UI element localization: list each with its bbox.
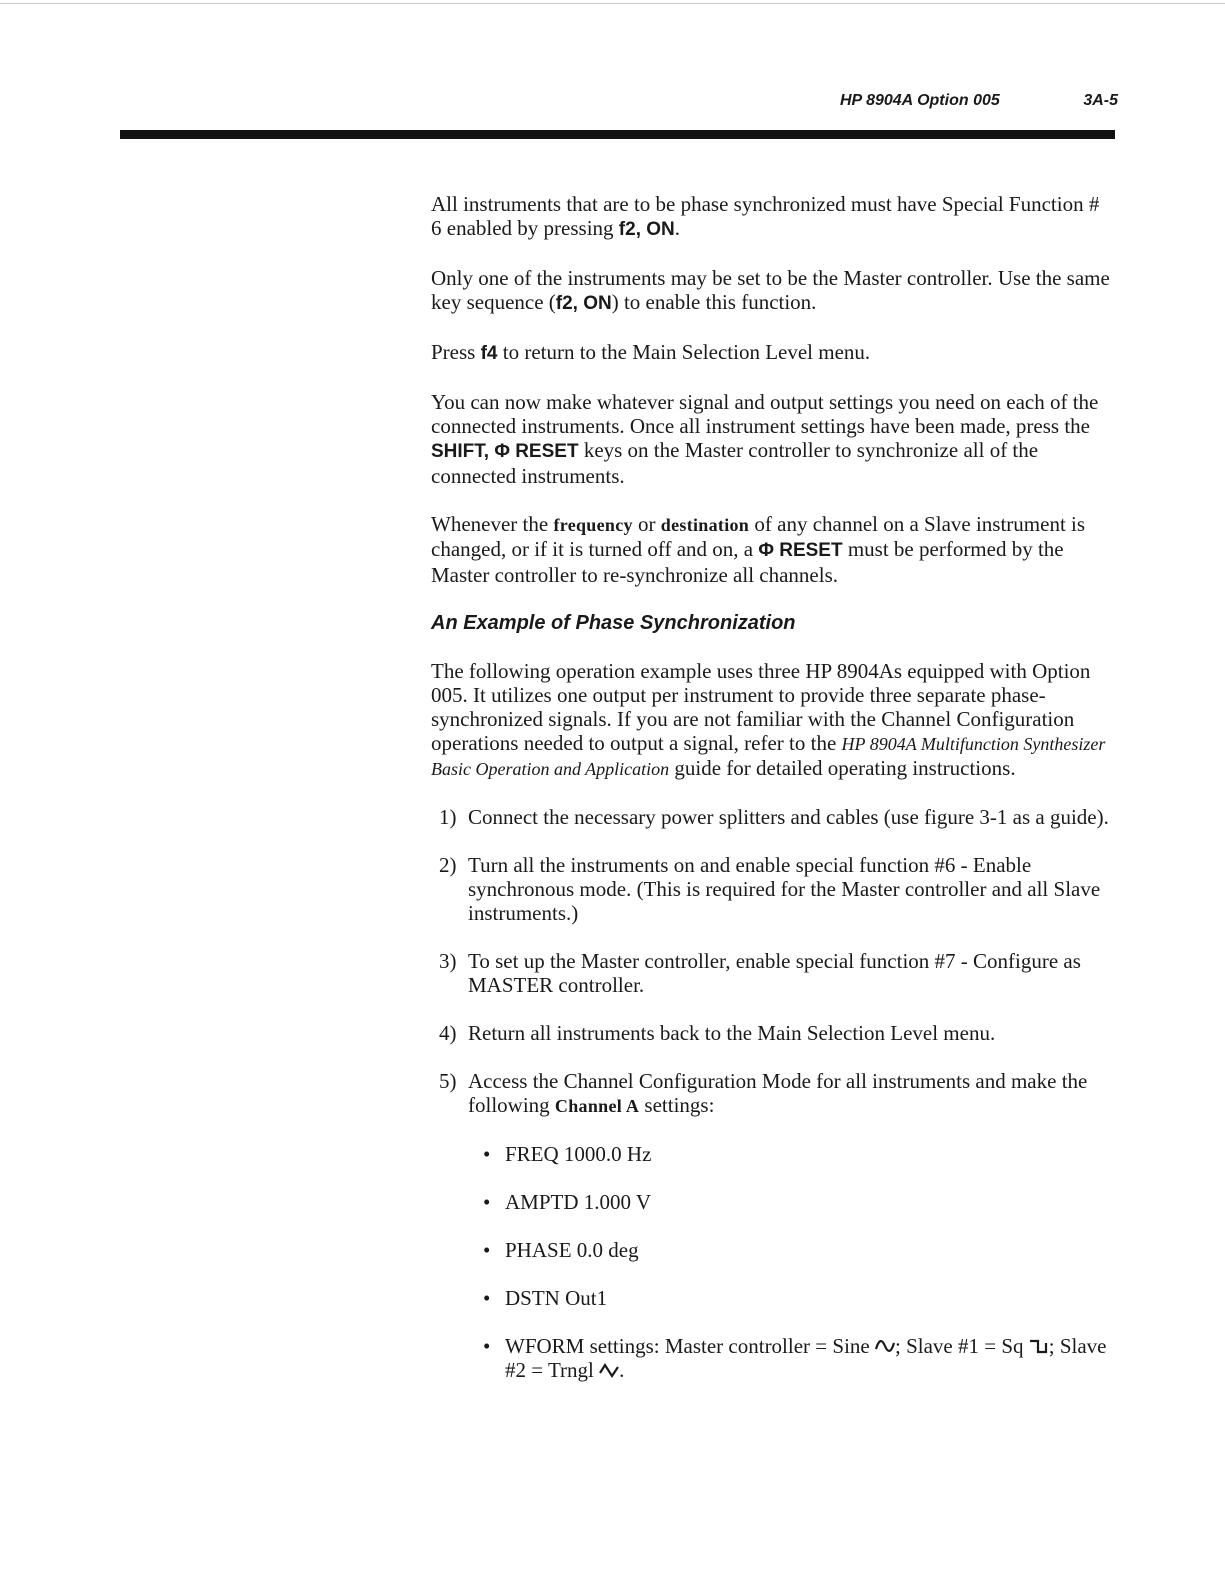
paragraph-synchronize: You can now make whatever signal and output settings you need on each of the connected instruments. Once all instrument settings have been made, press the SHIFT, Φ RESET keys on the Master controller to synchronize all of the connected instruments. [431, 390, 1099, 488]
list-item: 3) To set up the Master controller, enable special function #7 - Configure as MASTER controller. [439, 949, 1081, 997]
section-heading: An Example of Phase Synchronization [431, 612, 796, 634]
paragraph-return-menu: Press f4 to return to the Main Selection Level menu. [431, 340, 871, 364]
steps-list [431, 805, 1115, 1118]
list-item: • PHASE 0.0 deg [483, 1238, 639, 1262]
page-header [840, 92, 1120, 118]
list-item-wform: • WFORM settings: Master controller = Sine ; Slave #1 = Sq ; Slave #2 = Trngl . [483, 1334, 1107, 1382]
square-wave-icon [1029, 1337, 1049, 1355]
document-title: HP 8904A Option 005 [840, 92, 1000, 109]
triangle-wave-icon [599, 1361, 619, 1379]
field-term: frequency [553, 515, 633, 535]
key-sequence: f2, ON [618, 219, 675, 240]
settings-list [431, 1142, 1115, 1382]
waveform-value: Trngl [547, 1358, 594, 1382]
sine-wave-icon [875, 1337, 895, 1355]
list-item: 1) Connect the necessary power splitters and cables (use figure 3-1 as a guide). [439, 805, 1109, 829]
page-body [431, 192, 1115, 1406]
waveform-value: Sq [1001, 1334, 1024, 1358]
key-sequence: SHIFT, Φ RESET [431, 441, 579, 462]
waveform-value: Sine [832, 1334, 870, 1358]
field-term: destination [660, 515, 750, 535]
paragraph-resynchronize: Whenever the frequency or destination of any channel on a Slave instrument is changed, or if it is turned off and on, a Φ RESET must be performed by the Master controller to re-synchronize all channels. [431, 512, 1086, 587]
list-item: 5) Access the Channel Configuration Mode for all instruments and make the following Channel A settings: [439, 1069, 1088, 1117]
header-rule [120, 130, 1115, 139]
list-item: • DSTN Out1 [483, 1286, 608, 1310]
list-item: • AMPTD 1.000 V [483, 1190, 652, 1214]
field-term: Channel A [554, 1096, 640, 1116]
key-sequence: f4 [480, 343, 498, 364]
key-sequence: f2, ON [555, 293, 612, 314]
paragraph-master-controller: Only one of the instruments may be set to be the Master controller. Use the same key sequence (f2, ON) to enable this function. [431, 266, 1110, 314]
paragraph-special-function: All instruments that are to be phase synchronized must have Special Function # 6 enabled by pressing f2, ON. [431, 192, 1100, 240]
guide-title: HP 8904A Multifunction Synthesizer Basic Operation and Application [431, 734, 1106, 779]
list-item: 4) Return all instruments back to the Main Selection Level menu. [439, 1021, 996, 1045]
scan-edge-line [0, 3, 1225, 4]
list-item: 2) Turn all the instruments on and enable special function #6 - Enable synchronous mode. (This is required for the Master controller and all Slave instruments.) [439, 853, 1101, 925]
paragraph-example-intro: The following operation example uses three HP 8904As equipped with Option 005. It utilizes one output per instrument to provide three separate phase-synchronized signals. If you are not familiar with the Channel Configuration operations needed to output a signal, refer to the HP 8904A Multifunction Synthesizer Basic Operation and Application guide for detailed operating instructions. [431, 659, 1106, 780]
list-item: • FREQ 1000.0 Hz [483, 1142, 652, 1166]
page-number: 3A-5 [1083, 92, 1118, 109]
key-sequence: Φ RESET [758, 540, 843, 561]
